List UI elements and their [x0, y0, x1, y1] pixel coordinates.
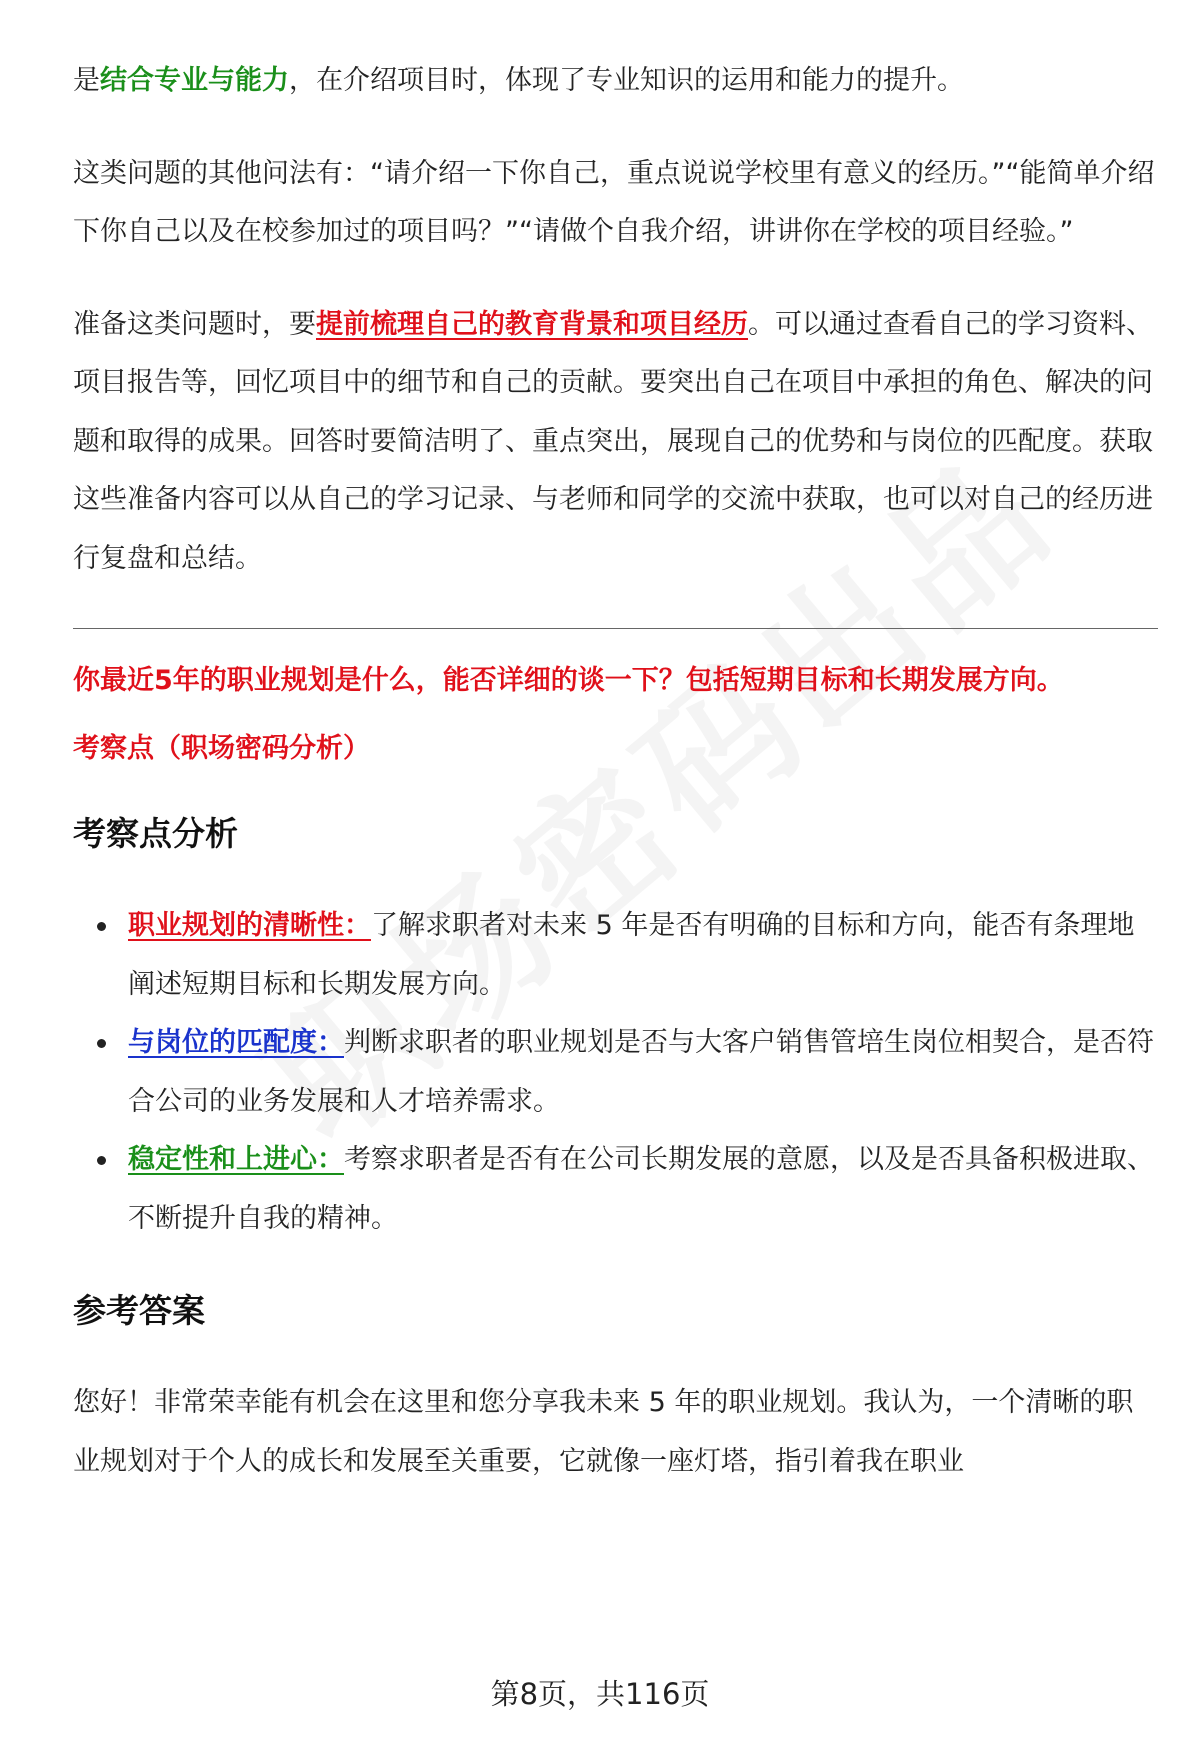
- analysis-point-fit: [73, 1014, 1158, 1131]
- point-text: 考察求职者是否有在公司长期发展的意愿，以及是否具备积极进取、不断提升自我的精神。: [128, 1144, 1154, 1234]
- point-label: 与岗位的匹配度：: [128, 1027, 344, 1058]
- answer-paragraph: 您好！非常荣幸能有机会在这里和您分享我未来 5 年的职业规划。我认为，一个清晰的职业规划对于个人的成长和发展至关重要，它就像一座灯塔，指引着我在职业: [73, 1387, 1134, 1477]
- analysis-point-clarity: [73, 897, 1158, 1014]
- question-subtitle: 考察点（职场密码分析）: [73, 733, 370, 764]
- page-content: [73, 52, 1158, 1491]
- analysis-list: [73, 897, 1158, 1248]
- other-ways-paragraph: 这类问题的其他问法有：“请介绍一下你自己，重点说说学校里有意义的经历。”“能简单介绍下你自己以及在校参加过的项目吗？”“请做个自我介绍，讲讲你在学校的项目经验。”: [73, 157, 1155, 247]
- intro-suffix: ，在介绍项目时，体现了专业知识的运用和能力的提升。: [289, 65, 964, 96]
- question-title: 你最近5年的职业规划是什么，能否详细的谈一下？包括短期目标和长期发展方向。: [73, 665, 1064, 696]
- point-text: 判断求职者的职业规划是否与大客户销售管培生岗位相契合，是否符合公司的业务发展和人才培养需求。: [128, 1027, 1154, 1117]
- prep-suffix: 。可以通过查看自己的学习资料、项目报告等，回忆项目中的细节和自己的贡献。要突出自己在项目中承担的角色、解决的问题和取得的成果。回答时要简洁明了、重点突出，展现自己的优势和与岗位的匹配度。获取这些准备内容可以从自己的学习记录、与老师和同学的交流中获取，也可以对自己的经历进行复盘和总结。: [73, 308, 1153, 574]
- intro-line: [73, 52, 1158, 111]
- prep-paragraph: [73, 296, 1158, 589]
- bullet-icon: [97, 922, 106, 931]
- point-label: 稳定性和上进心：: [128, 1144, 344, 1175]
- bullet-icon: [97, 1039, 106, 1048]
- answer-heading: 参考答案: [73, 1291, 205, 1330]
- prep-highlight: 提前梳理自己的教育背景和项目经历: [316, 308, 748, 340]
- page-number: 第8页，共116页: [490, 1677, 710, 1711]
- analysis-point-stability: [73, 1131, 1158, 1248]
- intro-highlight: 结合专业与能力: [100, 65, 289, 96]
- bullet-icon: [97, 1156, 106, 1165]
- point-label: 职业规划的清晰性：: [128, 910, 371, 941]
- prep-prefix: 准备这类问题时，要: [73, 308, 316, 340]
- analysis-heading: 考察点分析: [73, 814, 238, 853]
- point-text: 了解求职者对未来 5 年是否有明确的目标和方向，能否有条理地阐述短期目标和长期发展方向。: [128, 910, 1135, 1000]
- intro-prefix: 是: [73, 65, 100, 96]
